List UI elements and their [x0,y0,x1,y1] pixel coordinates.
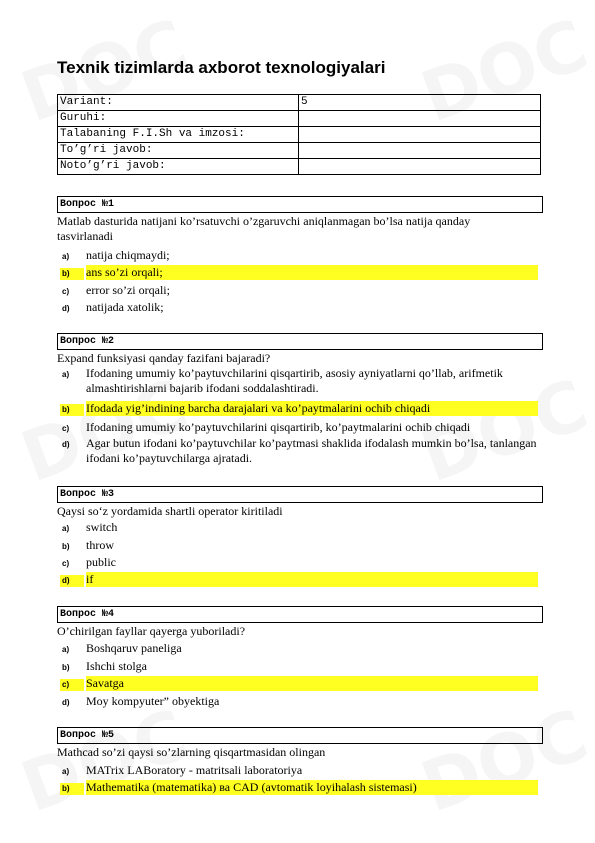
question-4-option-c[interactable] [57,676,547,693]
question-4-option-b[interactable] [57,659,547,676]
table-row [58,143,541,159]
question-text-4: O’chirilgan fayllar qayerga yuboriladi? [57,624,246,638]
option-text: Agar butun ifodani ko’paytuvchilar ko’paytmasi shaklida ifodalash mumkin bo’lsa, tanlangan ifodani ko’paytuvchilarga ajratadi. [86,436,537,465]
option-text: public [86,555,116,569]
table-row [58,95,541,111]
question-2-option-a[interactable] [57,366,547,398]
watermark [411,694,595,829]
meta-value [299,111,541,127]
option-text: throw [86,538,114,552]
option-label: d) [62,440,70,449]
option-label: d) [60,575,84,587]
meta-label: Talabaning F.I.Sh va imzosi: [58,127,299,143]
option-label: b) [60,783,84,795]
question-1-option-d[interactable] [57,300,547,317]
meta-label: Noto’g’ri javob: [58,159,299,175]
option-label: a) [62,252,70,261]
option-text: if [86,572,538,587]
option-text: Boshqaruv paneliga [86,641,182,655]
option-label: c) [62,287,70,296]
table-row [58,111,541,127]
question-header-1: Вопрос №1 [57,196,543,213]
option-label: b) [60,268,84,280]
option-label: a) [62,524,70,533]
table-row [58,159,541,175]
option-text: Moy kompyuter” obyektiga [86,694,220,708]
question-3-option-b[interactable] [57,538,547,555]
meta-label: To’g’ri javob: [58,143,299,159]
question-5-option-a[interactable] [57,763,547,780]
option-text: ans so’zi orqali; [86,265,538,280]
question-header-5: Вопрос №5 [57,727,543,744]
option-label: a) [62,645,70,654]
student-info-table [57,94,541,175]
option-text: natija chiqmaydi; [86,248,170,262]
question-4-option-a[interactable] [57,641,547,658]
option-label: c) [62,424,70,433]
option-label: d) [62,698,70,707]
question-2-option-d[interactable] [57,436,547,468]
option-text: Savatga [86,676,538,691]
question-header-4: Вопрос №4 [57,606,543,623]
question-3-option-a[interactable] [57,520,547,537]
option-label: a) [62,767,70,776]
option-text: MATrix LABoratory - matritsali laboratoriya [86,763,303,777]
question-text-5: Mathcad so’zi qaysi so’zlarning qisqartmasidan olingan [57,745,326,759]
option-label: b) [60,404,84,416]
option-label: c) [60,679,84,691]
option-label: d) [62,304,70,313]
question-1-option-c[interactable] [57,283,547,300]
table-row [58,127,541,143]
option-text: Ifodaning umumiy ko’paytuvchilarini qisqartirib, asosiy ayniyatlarni qo’llab, arifmetik almashtirishlarni bajarib ifodani soddalashtiradi. [86,366,503,395]
option-text: Ifodada yig’indining barcha darajalari va ko’paytmalarini ochib chiqadi [86,401,538,416]
option-text: Ifodaning umumiy ko’paytuvchilarini qisqartirib, ko’paytmalarini ochib chiqadi [86,420,471,434]
option-label: a) [62,370,70,379]
option-text: natijada xatolik; [86,300,164,314]
question-text-1: Matlab dasturida natijani ko’rsatuvchi o’zgaruvchi aniqlanmagan bo’lsa natija qanday tasvirlanadi [57,214,471,243]
option-text: error so’zi orqali; [86,283,170,297]
question-header-2: Вопрос №2 [57,333,543,350]
option-text: Ishchi stolga [86,659,147,673]
question-2-option-b[interactable] [57,401,547,418]
option-text: Mathematika (matematika) ва CAD (avtomatik loyihalash sistemasi) [86,780,538,795]
question-5-option-b[interactable] [57,780,547,797]
question-3-option-c[interactable] [57,555,547,572]
question-3-option-d[interactable] [57,572,547,589]
option-label: c) [62,559,70,568]
watermark [11,694,198,829]
meta-value [299,127,541,143]
meta-label: Variant: [58,95,299,111]
question-1-option-a[interactable] [57,248,547,265]
question-header-3: Вопрос №3 [57,486,543,503]
option-label: b) [62,542,70,551]
question-4-option-d[interactable] [57,694,547,711]
document-title: Texnik tizimlarda axborot texnologiyalari [57,58,386,77]
option-text: switch [86,520,118,534]
question-2-option-c[interactable] [57,420,547,437]
meta-value [299,159,541,175]
question-text-3: Qaysi so‘z yordamida shartli operator kiritiladi [57,504,283,518]
option-label: b) [62,663,70,672]
meta-label: Guruhi: [58,111,299,127]
question-text-2: Expand funksiyasi qanday fazifani bajaradi? [57,351,271,365]
meta-value: 5 [299,95,541,111]
question-1-option-b[interactable] [57,265,547,282]
meta-value [299,143,541,159]
